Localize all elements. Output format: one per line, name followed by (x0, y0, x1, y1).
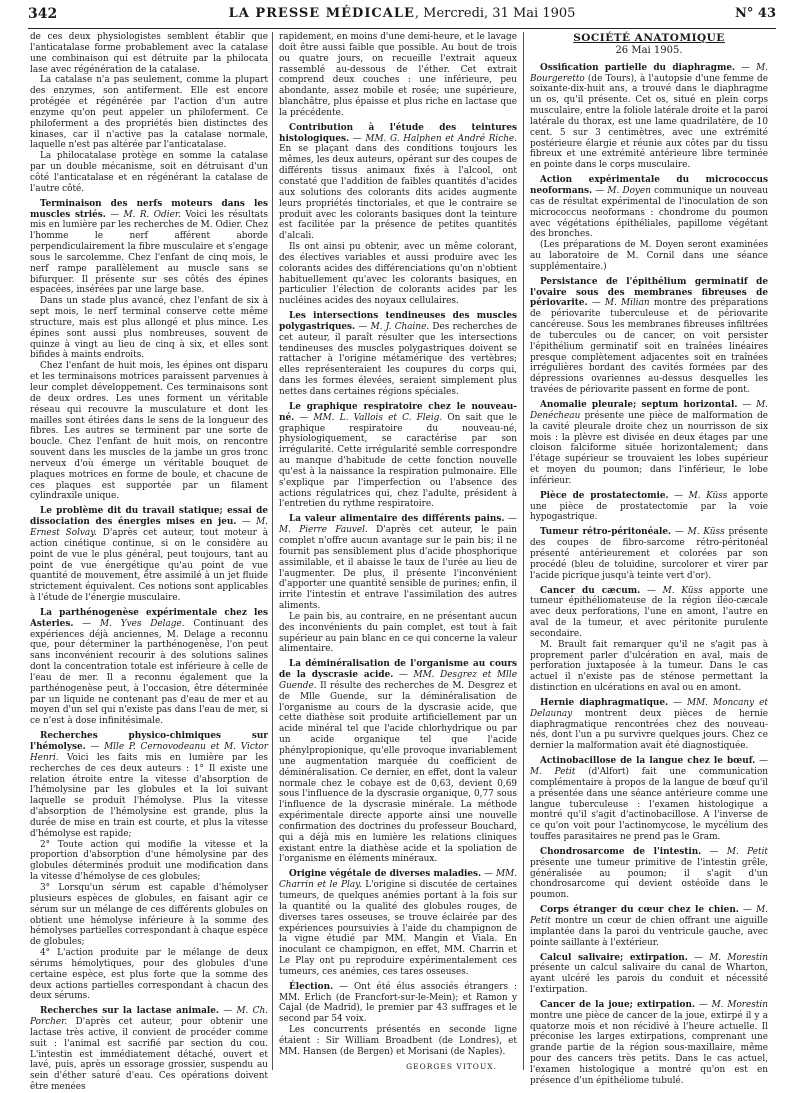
paragraph (30, 296, 268, 361)
paragraph-text: Le pain bis, au contraire, en ne présentant aucun des inconvénients du pain complet, est tout à fait supérieur au pain blanc en ce qui concerne la valeur alimentaire. (279, 611, 517, 655)
paragraph-text: Chez l'enfant de huit mois, les épines ont disparu et les terminaisons motrices paraissent parvenues à leur complet développement. Ces terminaisons sont de deux ordres. Les unes forment un véritable réseau qui recouvre la musculature et dont les mailles sont étirées dans le sens de la longueur des fibres. Les autres se terminent par une sorte de boucle. Chez l'enfant de huit mois, on rencontre souvent dans les muscles de la jambe un gros tronc nerveux d'où émerge un véritable bouquet de plaques motrices en forme de boule, et chacune de ces plaques est supportée par un filament cylindraxile unique. (30, 361, 268, 502)
article-paragraph: Recherches physico-chimiques sur l'hémolyse. — Mlle P. Cernovodeanu et M. Victor Henri. Voici les faits mis en lumière par les recherches de ces deux auteurs : 1° Il existe une relation étroite entre la vitesse d'absorption de l'hémolysine par les globules et la loi suivant laquelle se produit l'hémolyse. Plus la vitesse d'absorption de l'hémolysine est grande, plus la durée de mise en train est courte, et plus la vitesse d'hémolyse est rapide; (30, 731, 268, 839)
article-title: Cancer de la joue; extirpation. (540, 999, 695, 1010)
journal-name: LA PRESSE MÉDICALE (228, 6, 415, 21)
paragraph-text: présente une pièce de malformation de la cavité pleurale droite chez un nourrisson de six mois : la plèvre est divisée en deux étages par une cloison falciforme située horizontalement; dans l'étage supérieur se trouvaient les lobes supérieur et moyen du poumon; dans l'inférieur, le lobe inférieur. (530, 410, 768, 486)
section-heading: SOCIÉTÉ ANATOMIQUE (573, 32, 725, 44)
article-title: Élection. (289, 981, 334, 992)
paragraph-text: D'après cet auteur, le pain complet n'offre aucun avantage sur le pain bis; il ne fournit pas sensiblement plus d'acide phosphorique assimilable, et il abaisse le taux de l'urée au lieu de l'augmenter. De plus, il présente l'inconvénient d'apporter une quantité sensible de purines; enfin, il irrite l'intestin et entrave l'assimilation des autres aliments. (279, 525, 517, 612)
article-title: Origine végétale de diverses maladies. (289, 869, 482, 880)
article-paragraph: Le graphique respiratoire chez le nouveau-né. — MM. L. Vallois et C. Fleig. On sait que le graphique respiratoire du nouveau-né, physiologiquement, se caractérise par son irrégularité. Cette irrégularité semble correspondre au manque d'habitude de cette fonction nouvelle qu'est à la naissance la respiration pulmonaire. Elle s'explique par l'imperfection ou l'absence des actions régulatrices qui, chez l'adulte, président à l'entretien du rythme respiratoire. (279, 401, 517, 510)
article-title: Recherches physico-chimiques sur l'hémolyse. (30, 731, 268, 752)
paragraph (30, 75, 268, 151)
paragraph-text: Voici les résultats mis en lumière par les recherches de M. Odier. Chez l'homme le nerf afférent aborde perpendiculairement la fibre musculaire et s'engage sous le sarcolemme. Chez l'enfant de cinq mois, le nerf rampe parallèlement au muscle sans se bifurquer. Il présente sur ses côtés des épines espacées, insérées par une large base. (30, 209, 268, 296)
article-paragraph: Persistance de l'épithélium germinatif de l'ovaire sous des membranes fibreuses de périovarite. — M. Milian montre des préparations de périovarite tuberculeuse et de périovarite cancéreuse. Sous les membranes fibreuses infiltrées de tubercules ou de cancer, on voit persister l'épithélium germinatif soit en traînées linéaires presque complètement adjacentes soit en traînées irrégulières bordant des cavités formées par des dépressions ovariennes au-dessus desquelles les travées de périovarite passent en forme de pont. (530, 276, 769, 396)
paragraph (30, 840, 268, 883)
article-paragraph: Actinobacillose de la langue chez le bœuf. — M. Petit (d'Alfort) fait une communication complémentaire à propos de la langue de bœuf qu'il a présentée dans une séance antérieure comme une langue tuberculeuse : l'examen histologique a montré qu'il s'agit d'actinobacillose. A l'inverse de ce qu'on voit pour l'actinomycose, le mycélium des touffes parasitaires ne prend pas le Gram. (530, 756, 769, 843)
article-paragraph: La valeur alimentaire des différents pains. — M. Pierre Fauvel. D'après cet auteur, le pain complet n'offre aucun avantage sur le pain bis; il ne fournit pas sensiblement plus d'acide phosphorique assimilable, et il abaisse le taux de l'urée au lieu de l'augmenter. De plus, il présente l'inconvénient d'apporter une quantité sensible de purines; enfin, il irrite l'intestin et entrave l'assimilation des autres aliments. (279, 514, 517, 612)
article-author: M. Denécheau (530, 400, 768, 421)
paragraph-text: Les concurrents présentés en seconde ligne étaient : Sir William Broadbent (de Londres), et MM. Hansen (de Bergen) et Morisani (de Naples). (279, 1025, 517, 1057)
article-title: Cancer du cæcum. (540, 585, 641, 596)
article-title: Hernie diaphragmatique. (540, 697, 669, 708)
paragraph-text: apporte une pièce de prostatectomie par la voie hypogastrique. (530, 490, 768, 523)
paragraph-text: La philocatalase protège en somme la catalase par un double mécanisme, soit en détruisant d'un côté l'anticatalase et en régénérant la catalase de l'autre côté. (30, 151, 268, 194)
paragraph-text: montrent deux pièces de hernie diaphragmatique rencontrées chez des nouveau-nés, dont l'un a pu survivre quelques jours. Chez ce dernier la malformation avait été diagnostiquée. (530, 708, 768, 752)
article-paragraph: Pièce de prostatectomie. — M. Küss apporte une pièce de prostatectomie par la voie hypogastrique. (530, 490, 768, 523)
article-paragraph: Les intersections tendineuses des muscles polygastriques. — M. J. Chaine. Des recherches de cet auteur, il paraît résulter que les intersections tendineuses des muscles polygastriques doivent se rattacher à l'origine métamérique des vertèbres; elles représenteraient les coupures du corps qui, dans les formes élevées, seraient simplement plus nettes dans certaines régions spéciales. (279, 311, 517, 397)
paragraph (279, 32, 517, 119)
paragraph-text: rapidement, en moins d'une demi-heure, et le lavage doit être aussi faible que possible. Au bout de trois ou quatre jours, on recueille l'extrait aqueux rassemblé au-dessous de l'éther. Cet extrait comprend deux couches : une inférieure, peu abondante, assez mobile et rosée; une supérieure, blanchâtre, plus épaisse et plus riche en lactase que la précédente. (279, 32, 517, 118)
article-title: Le graphique respiratoire chez le nouveau-né. (279, 401, 517, 423)
article-paragraph: Ossification partielle du diaphragme. — M. Bourgeretto (de Tours), à l'autopsie d'une femme de soixante-dix-huit ans, a trouvé dans le diaphragme un os, qu'il présente. Cet os, situé en plein corps musculaire, entre la foliole latérale droite et la paroi latérale du thorax, est une lame quadrilatère, de 10 cent. 5 sur 3 centimètres, avec une extrémité postérieure élargie et réunie aux côtes par du tissu fibreux et une extrémité antérieure libre terminée en pointe dans le corps musculaire. (530, 62, 768, 171)
paragraph-text: (Les préparations de M. Doyen seront examinées au laboratoire de M. Cornil dans une séance supplémentaire.) (530, 240, 768, 272)
article-title: Chondrosarcome de l'intestin. (540, 846, 702, 857)
page-header (28, 0, 776, 26)
page-number: 342 (28, 6, 58, 22)
article-author: M. Ernest Solvay. (30, 517, 268, 538)
article-paragraph: Le problème dit du travail statique; essai de dissociation des énergies mises en jeu. — M. Ernest Solvay. D'après cet auteur, tout moteur à action cinétique continue, si on le considère au point de vue le plus général, peut toujours, tant au point de vue énergétique qu'au point de vue quantité de mouvement, être assimilé à un jet fluide strictement équivalent. Ces notions sont applicables à l'étude de l'énergie musculaire. (30, 506, 269, 604)
paragraph-text: La catalase n'a pas seulement, comme la plupart des enzymes, son antiferment. Elle est encore protégée et régénérée par l'action d'un autre enzyme qu'on peut appeler un philoferment. Ce philoferment a des propriétés bien distinctes des kinases, car il n'active pas la catalase normale, laquelle n'est pas altérée par l'anticatalase. (30, 75, 268, 151)
article-title: Persistance de l'épithélium germinatif de l'ovaire sous des membranes fibreuses de périovarite. (530, 276, 768, 309)
article-paragraph: Contribution à l'étude des teintures histologiques. — MM. G. Halphen et André Riche. En se plaçant dans des conditions toujours les mêmes, les deux auteurs, opérant sur des coupes de différents tissus animaux fixés à l'alcool, ont constaté que l'addition de faibles quantités d'acides aux solutions des colorants dits acides augmente leurs propriétés tinctoriales, et que le contraire se produit avec les colorants basiques dont la teinture est facilitée par la présence de petites quantités d'alcali. (279, 122, 517, 242)
running-title (28, 6, 776, 21)
paragraph-text: présente une tumeur primitive de l'intestin grêle, généralisée au poumon; il s'agit d'un chondrosarcome qui devient ostéoïde dans le poumon. (530, 857, 768, 901)
paragraph-text: 4° L'action produite par le mélange de deux sérums hémolytiques, pour des globules d'une certaine espèce, est plus forte que la somme des deux actions partielles correspondant à chacun des deux sérums. (30, 948, 268, 1002)
article-paragraph: Élection. — Ont été élus associés étrangers : MM. Erlich (de Francfort-sur-le-Mein); et Ramon y Cajal (de Madrid), le premier par 43 suffrages et le second par 54 voix. (279, 981, 517, 1025)
paragraph-text: On sait que le graphique respiratoire du nouveau-né, physiologiquement, se caractérise par son irrégularité. Cette irrégularité semble correspondre au manque d'habitude de cette fonction nouvelle qu'est à la naissance la respiration pulmonaire. Elle s'explique par l'imperfection ou l'absence des actions régulatrices qui, chez l'adulte, président à l'entretien du rythme respiratoire. (279, 412, 517, 510)
paragraph-text: En se plaçant dans des conditions toujours les mêmes, les deux auteurs, opérant sur des coupes de différents tissus animaux fixés à l'alcool, ont constaté que l'addition de faibles quantités d'acides aux solutions des colorants dits acides augmente leurs propriétés tinctoriales, et que le contraire se produit avec les colorants basiques dont la teinture est facilitée par la présence de petites quantités d'alcali. (279, 144, 517, 242)
paragraph-text: montre un cœur de chien offrant une aiguille implantée dans la paroi du ventricule gauche, avec pointe saillante à l'extérieur. (530, 915, 768, 948)
paragraph-text: L'origine si discutée de certaines tumeurs, de quelques anémies portant à la fois sur la quantité ou la qualité des globules rouges, de diverses tares osseuses, se trouve éclairée par des expériences poursuivies à l'aide du champignon de la vigne étudié par MM. Mangin et Viala. En inoculant ce champignon, en effet, MM. Charrin et Le Play ont pu reproduire expérimentalement ces tumeurs, ces anémies, ces tares osseuses. (279, 880, 518, 977)
article-paragraph: Terminaison des nerfs moteurs dans les muscles striés. — M. R. Odier. Voici les résultats mis en lumière par les recherches de M. Odier. Chez l'homme le nerf afférent aborde perpendiculairement la fibre musculaire et s'engage sous le sarcolemme. Chez l'enfant de cinq mois, le nerf rampe parallèlement au muscle sans se bifurquer. Il présente sur ses côtés des épines espacées, insérées par une large base. (30, 198, 268, 296)
article-author: MM. Moncany et Delaunay (530, 697, 768, 719)
paragraph-text: Continuant des expériences déjà anciennes, M. Delage a reconnu que, pour déterminer la parthénogenèse, l'on peut sans inconvénient recourir à des solutions salines dont la concentration totale est inférieure à celle de l'eau de mer. Il a reconnu également que la parthénogenèse peut, à l'occasion, être déterminée par un liquide ne contenant pas d'eau de mer et au moyen d'un sel qui n'existe pas dans l'eau de mer, si ce n'est à dose infinitésimale. (30, 618, 269, 727)
article-author: M. R. Odier. (123, 209, 181, 220)
paragraph-text: D'après cet auteur, pour obtenir une lactase très active, il convient de procéder comme suit : l'animal est sacrifié par section du cou. L'intestin est immédiatement détaché, ouvert et lavé, puis, après un essorage grossier, suspendu au sein d'éther saturé d'eau. Ces opérations doivent être menées (30, 1017, 268, 1093)
article-author: M. Petit (530, 905, 768, 926)
article-title: La déminéralisation de l'organisme au cours de la dyscrasie acide. (279, 659, 517, 681)
article-author: MM. L. Vallois et C. Fleig. (313, 412, 443, 423)
paragraph (30, 151, 268, 194)
paragraph (30, 948, 268, 1002)
article-paragraph: Tumeur rétro-péritonéale. — M. Küss présente des coupes de fibro-sarcome rétro-péritonéal présenté antérieurement et colorées par son procédé (bleu de toluidine, surcolorer et virer par l'acide picrique jusqu'à teinte vert d'or). (530, 527, 768, 581)
article-author: M. Bourgeretto (530, 62, 768, 84)
article-paragraph: La déminéralisation de l'organisme au cours de la dyscrasie acide. — MM. Desgrez et Mlle Guende. Il résulte des recherches de M. Desgrez et de Mlle Guende, sur la déminéralisation de l'organisme au cours de la dyscrasie acide, que cette diathèse soit produite artificiellement par un acide minéral tel que l'acide chlorhydrique ou par un acide organique tel que l'acide phénylpropionique, qu'elle provoque invariablement une augmentation marquée du coefficient de déminéralisation. Ce dernier, en effet, dont la valeur normale chez le cobaye est de 0,63, devient 0,69 sous l'influence de la dyscrasie organique, 0,77 sous l'influence de la dyscrasie minérale. La méthode expérimentale directe apporte ainsi une nouvelle confirmation des doctrines du professeur Bouchard, qui a déjà mis en lumière les relations cliniques existant entre la diathèse acide et la spoliation de l'organisme en éléments minéraux. (279, 659, 517, 865)
article-title: La valeur alimentaire des différents pains. (289, 514, 505, 525)
article-paragraph: Hernie diaphragmatique. — MM. Moncany et Delaunay montrent deux pièces de hernie diaphragmatique rencontrées chez des nouveau-nés, dont l'un a pu survivre quelques jours. Chez ce dernier la malformation avait été diagnostiquée. (530, 697, 768, 752)
paragraph (530, 640, 768, 694)
article-paragraph: Cancer du cæcum. — M. Küss apporte une tumeur épithéliomateuse de la région iléo-cæcale avec deux perforations, l'une en amont, l'autre en aval de la tumeur, et avec péritonite purulente secondaire. (530, 585, 768, 639)
column-divider (272, 32, 273, 1070)
paragraph-text: de ces deux physiologistes semblent établir que l'anticatalase forme probablement avec la catalase une combinaison qui est détruite par la philocata lase avec régénération de la catalase. (30, 32, 268, 75)
article-title: Ossification partielle du diaphragme. (540, 62, 736, 73)
paragraph-text: Il résulte des recherches de M. Desgrez et de Mlle Guende, sur la déminéralisation de l'organisme au cours de la dyscrasie acide, que cette diathèse soit produite artificiellement par un acide minéral tel que l'acide chlorhydrique ou par un acide organique tel que l'acide phénylpropionique, qu'elle provoque invariablement une augmentation marquée du coefficient de déminéralisation. Ce dernier, en effet, dont la valeur normale chez le cobaye est de 0,63, devient 0,69 sous l'influence de la dyscrasie organique, 0,77 sous l'influence de la dyscrasie minérale. La méthode expérimentale directe apporte ainsi une nouvelle confirmation des doctrines du professeur Bouchard, qui a déjà mis en lumière les relations cliniques existant entre la diathèse acide et la spoliation de l'organisme en éléments minéraux. (279, 680, 517, 865)
article-title: La parthénogenèse expérimentale chez les Asteries. (30, 607, 268, 629)
article-title: Action expérimentale du micrococcus neoformans. (530, 175, 768, 196)
column-middle (279, 32, 517, 1072)
article-author: M. Morestin (709, 952, 768, 963)
paragraph-text: 2° Toute action qui modifie la vitesse et la proportion d'absorption d'une hémolysine par des globules déterminés produit une modification dans la vitesse d'hémolyse de ces globules; (30, 839, 268, 883)
column-left (30, 32, 269, 1093)
paragraph-text: (de Tours), à l'autopsie d'une femme de soixante-dix-huit ans, a trouvé dans le diaphragme un os, qu'il présente. Cet os, situé en plein corps musculaire, entre la foliole latérale droite et la paroi latérale du thorax, est une lame quadrilatère, de 10 cent. 5 sur 3 centimètres, avec une extrémité postérieure élargie et réunie aux côtes par du tissu fibreux et une extrémité antérieure libre terminée en pointe dans le corps musculaire. (530, 73, 768, 171)
signature: GEORGES VITOUX. (406, 1061, 497, 1071)
article-paragraph: Origine végétale de diverses maladies. — MM. Charrin et le Play. L'origine si discutée de certaines tumeurs, de quelques anémies portant à la fois sur la quantité ou la qualité des globules rouges, de diverses tares osseuses, se trouve éclairée par des expériences poursuivies à l'aide du champignon de la vigne étudié par MM. Mangin et Viala. En inoculant ce champignon, en effet, MM. Charrin et Le Play ont pu reproduire expérimentalement ces tumeurs, ces anémies, ces tares osseuses. (279, 869, 518, 977)
article-paragraph: Action expérimentale du micrococcus neoformans. — M. Doyen communique un nouveau cas de résultat expérimental de l'inoculation de son micrococcus neoformans : chondrome du poumon avec végétations épithéliales, papillome végétant des bronches. (530, 175, 768, 240)
article-paragraph: Chondrosarcome de l'intestin. — M. Petit présente une tumeur primitive de l'intestin grêle, généralisée au poumon; il s'agit d'un chondrosarcome qui devient ostéoïde dans le poumon. (530, 846, 768, 901)
article-title: Calcul salivaire; extirpation. (540, 952, 688, 963)
paragraph (279, 242, 517, 307)
article-author: Mlle P. Cernovodeanu et M. Victor Henri. (30, 742, 268, 763)
article-author: MM. G. Halphen et André Riche. (365, 133, 517, 144)
paragraph-text: Dans un stade plus avancé, chez l'enfant de six à sept mois, le nerf terminal conserve cette même structure, mais est plus allongé et plus mince. Les épines sont aussi plus nombreuses, souvent de quinze à vingt au lieu de cinq à six, et elles sont bifides à maints endroits. (30, 296, 268, 361)
paragraph (530, 240, 768, 273)
paragraph (30, 361, 268, 502)
paragraph-text: 3° Lorsqu'un sérum est capable d'hémolyser plusieurs espèces de globules, en faisant agir ce sérum sur un mélange de ces différents globules on obtient une hémolyse inférieure à la somme des hémolyses partielles correspondant à chaque espèce de globules; (30, 882, 268, 948)
paragraph (30, 883, 268, 948)
article-author: MM. Desgrez et Mlle Guende. (279, 670, 517, 691)
paragraph-text: communique un nouveau cas de résultat expérimental de l'inoculation de son micrococcus neoformans : chondrome du poumon avec végétations épithéliales, papillome végétant des bronches. (530, 185, 768, 240)
article-title: Terminaison des nerfs moteurs dans les muscles striés. (30, 198, 268, 220)
article-paragraph: Recherches sur la lactase animale. — M. Ch. Porcher. D'après cet auteur, pour obtenir une lactase très active, il convient de procéder comme suit : l'animal est sacrifié par section du cou. L'intestin est immédiatement détaché, ouvert et lavé, puis, après un essorage grossier, suspendu au sein d'éther saturé d'eau. Ces opérations doivent être menées (30, 1006, 268, 1093)
column-right (530, 32, 769, 1086)
article-title: Contribution à l'étude des teintures histologiques. (279, 122, 517, 144)
article-title: Les intersections tendineuses des muscles polygastriques. (279, 311, 517, 332)
article-author: M. Petit (530, 767, 576, 777)
issue-number: N° 43 (735, 6, 776, 21)
article-title: Recherches sur la lactase animale. (40, 1006, 220, 1017)
article-author: MM. Charrin et le Play. (279, 869, 517, 891)
paragraph-text: apporte une tumeur épithéliomateuse de la région iléo-cæcale avec deux perforations, l'une en amont, l'autre en aval de la tumeur, et avec péritonite purulente secondaire. (530, 585, 768, 639)
paragraph-text: Ont été élus associés étrangers : MM. Erlich (de Francfort-sur-le-Mein); et Ramon y Cajal (de Madrid), le premier par 43 suffrages et le second par 54 voix. (279, 981, 517, 1025)
article-author: M. Petit (726, 846, 768, 857)
article-author: M. J. Chaine. (370, 321, 430, 332)
paragraph-text: présente des coupes de fibro-sarcome rétro-péritonéal présenté antérieurement et colorées par son procédé (bleu de toluidine, surcolorer et virer par l'acide picrique jusqu'à teinte vert d'or). (530, 527, 768, 581)
paragraph-text: montre des préparations de périovarite tuberculeuse et de périovarite cancéreuse. Sous les membranes fibreuses infiltrées de tubercules ou de cancer, on voit persister l'épithélium germinatif soit en traînées linéaires presque complètement adjacentes soit en traînées irrégulières bordant des cavités formées par des dépressions ovariennes au-dessus desquelles les travées de périovarite passent en forme de pont. (530, 298, 769, 396)
article-title: Tumeur rétro-péritonéale. (540, 527, 672, 538)
article-title: Corps étranger du cœur chez le chien. (540, 905, 739, 916)
article-author: M. Doyen (607, 185, 651, 196)
paragraph-text: Des recherches de cet auteur, il paraît résulter que les intersections tendineuses des muscles polygastriques doivent se rattacher à l'origine métamérique des vertèbres; elles représenteraient les coupures du corps qui, dans les formes élevées, seraient simplement plus nettes dans certaines régions spéciales. (279, 321, 517, 397)
article-paragraph: Cancer de la joue; extirpation. — M. Morestin montre une pièce de cancer de la joue, extirpé il y a quatorze mois et non récidivé à l'heure actuelle. Il préconise les larges extirpations, comprenant une grande partie de la région sous-maxillaire, même pour des cancers très petits. Dans le cas actuel, l'examen histologique a montré qu'on est en présence d'un épithéliome tubulé. (530, 999, 768, 1086)
article-title: Le problème dit du travail statique; essai de dissociation des énergies mises en jeu. (30, 506, 268, 528)
paragraph-text: Voici les faits mis en lumière par les recherches de ces deux auteurs : 1° Il existe une relation étroite entre la vitesse d'absorption de l'hémolysine par les globules et la loi suivant laquelle se produit l'hémolyse. Plus la vitesse d'absorption de l'hémolysine est grande, plus la durée de mise en train est courte, et plus la vitesse d'hémolyse est rapide; (30, 752, 268, 839)
article-title: Actinobacillose de la langue chez le bœuf. (540, 756, 756, 767)
paragraph (30, 32, 268, 75)
section-date: 26 Mai 1905. (615, 44, 683, 56)
article-paragraph: Anomalie pleurale; septum horizontal. — M. Denécheau présente une pièce de malformation de la cavité pleurale droite chez un nourrisson de six mois : la plèvre est divisée en deux étages par une cloison falciforme située horizontalement; dans l'étage supérieur se trouvaient les lobes supérieur et moyen du poumon; dans l'inférieur, le lobe inférieur. (530, 400, 768, 486)
article-title: Anomalie pleurale; septum horizontal. (540, 400, 738, 410)
column-divider (523, 32, 524, 1070)
article-paragraph: Calcul salivaire; extirpation. — M. Morestin présente un calcul salivaire du canal de Wharton, ayant ulcéré les parois du conduit et nécessité l'extirpation. (530, 952, 768, 996)
article-author: M. Milian (604, 298, 650, 309)
paragraph-text: présente un calcul salivaire du canal de Wharton, ayant ulcéré les parois du conduit et nécessité l'extirpation. (530, 963, 768, 996)
paragraph-text: Ils ont ainsi pu obtenir, avec un même colorant, des électives variables et aussi produire avec les colorants acides des différenciations qu'on n'obtient habituellement qu'avec les colorants basiques, en particulier l'élection de colorants acides par les nucléines acides des noyaux cellulaires. (279, 242, 517, 307)
paragraph-text: D'après cet auteur, tout moteur à action cinétique continue, si on le considère au point de vue le plus général, peut toujours, tant au point de vue énergétique qu'au point de vue quantité de mouvement, être assimilé à un jet fluide strictement équivalent. Ces notions sont applicables à l'étude de l'énergie musculaire. (30, 527, 269, 604)
article-author: M. Küss (688, 490, 728, 501)
paragraph (279, 1025, 517, 1058)
article-title: Pièce de prostatectomie. (540, 490, 669, 501)
paragraph (279, 612, 517, 655)
article-paragraph: La parthénogenèse expérimentale chez les Asteries. — M. Yves Delage. Continuant des expériences déjà anciennes, M. Delage a reconnu que, pour déterminer la parthénogenèse, l'on peut sans inconvénient recourir à des solutions salines dont la concentration totale est inférieure à celle de l'eau de mer. Il a reconnu également que la parthénogenèse peut, à l'occasion, être déterminée par un liquide ne contenant pas d'eau de mer et au moyen d'un sel qui n'existe pas dans l'eau de mer, si ce n'est à dose infinitésimale. (30, 607, 269, 727)
article-author: M. Küss (662, 585, 703, 596)
article-author: M. Küss (687, 527, 725, 538)
article-author: M. Yves Delage. (100, 618, 185, 629)
article-paragraph: Corps étranger du cœur chez le chien. — M. Petit montre un cœur de chien offrant une aiguille implantée dans la paroi du ventricule gauche, avec pointe saillante à l'extérieur. (530, 905, 768, 948)
paragraph-text: M. Brault fait remarquer qu'il ne s'agit pas à proprement parler d'ulcération en aval, mais de perforation juxtaposée à la tumeur. Dans le cas actuel il n'existe pas de sténose permettant la distinction en ulcérations en aval ou en amont. (530, 639, 768, 694)
paragraph-text: montre une pièce de cancer de la joue, extirpé il y a quatorze mois et non récidivé à l'heure actuelle. Il préconise les larges extirpations, comprenant une grande partie de la région sous-maxillaire, même pour des cancers très petits. Dans le cas actuel, l'examen histologique a montré qu'on est en présence d'un épithéliome tubulé. (530, 1010, 768, 1086)
issue-date: , Mercredi, 31 Mai 1905 (414, 6, 576, 21)
header-rule (28, 28, 776, 29)
paragraph-text: (d'Alfort) fait une communication complémentaire à propos de la langue de bœuf qu'il a présentée dans une séance antérieure comme une langue tuberculeuse : l'examen histologique a montré qu'il s'agit d'actinobacillose. A l'inverse de ce qu'on voit pour l'actinomycose, le mycélium des touffes parasitaires ne prend pas le Gram. (530, 767, 769, 843)
article-author: M. Ch. Porcher. (30, 1006, 268, 1028)
article-author: M. Pierre Fauvel. (279, 525, 368, 536)
article-author: M. Morestin (711, 999, 768, 1010)
